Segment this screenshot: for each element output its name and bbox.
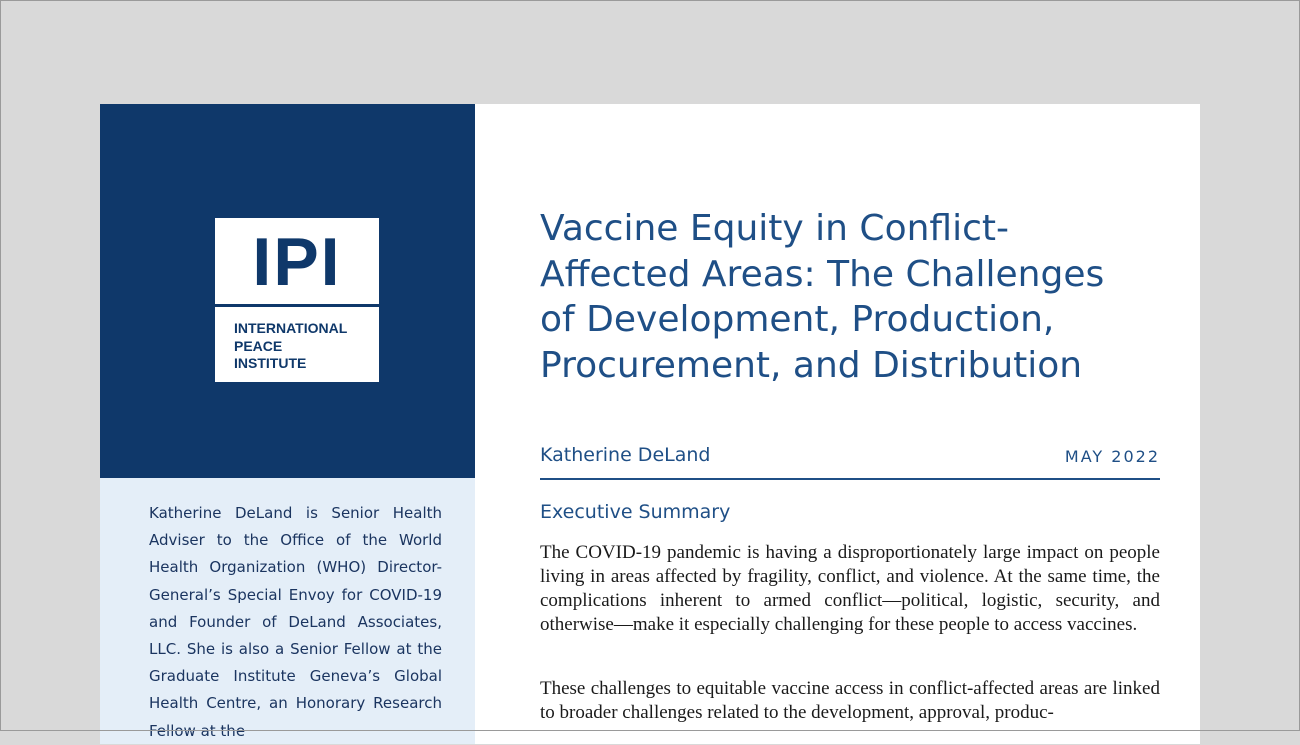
title-line-2: Affected Areas: The Challenges (540, 253, 1105, 295)
ipi-logo (215, 218, 379, 382)
logo-wordmark (234, 320, 374, 373)
logo-divider (215, 304, 379, 307)
logo-mark: IPI (252, 224, 342, 300)
author-name: Katherine DeLand (540, 444, 711, 466)
section-heading: Executive Summary (540, 501, 731, 523)
body-paragraph-2: These challenges to equitable vaccine access in conflict-affected areas are linked to broader challenges related to the development, approval, produc- (540, 678, 1160, 723)
logo-line-3: INSTITUTE (234, 355, 307, 371)
byline (540, 442, 1160, 480)
logo-line-1: INTERNATIONAL (234, 320, 348, 336)
report-title (540, 206, 1160, 388)
author-bio: Katherine DeLand is Senior Health Adviser to the Office of the World Health Organization (WHO) Director-General’s Special Envoy for COVID-19 and Founder of DeLand Associates, LLC. She is also a Senior Fellow at the Graduate Institute Geneva’s Global Health Centre, an Honorary Research Fellow at the (149, 504, 442, 740)
report-cover-page (100, 104, 1200, 744)
sidebar-brand-panel (100, 104, 475, 478)
publication-date: MAY 2022 (1064, 447, 1160, 466)
logo-line-2: PEACE (234, 337, 283, 354)
author-bio-panel (100, 478, 475, 744)
title-line-1: Vaccine Equity in Conflict- (540, 208, 1009, 249)
body-paragraph-1: The COVID-19 pandemic is having a disproportionately large impact on people living in areas affected by fragility, conflict, and violence. At the same time, the complications inherent to armed conflict—political, logistic, security, and otherwise—make it especially challenging for these people to access vaccines. (540, 542, 1160, 635)
title-line-4: Procurement, and Distribution (540, 344, 1083, 386)
main-content (540, 104, 1160, 744)
title-line-3: of Development, Production, (540, 299, 1055, 340)
